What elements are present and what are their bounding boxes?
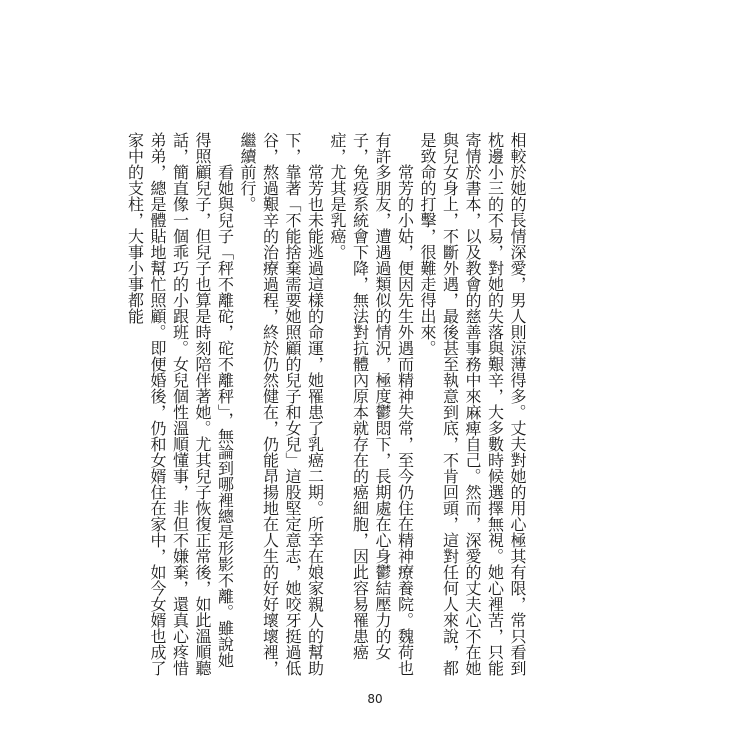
paragraph: 看她與兒子「秤不離砣，砣不離秤」，無論到哪裡總是形影不離。雖說她得照顧兒子，但兒子也算是時刻陪伴著她。尤其兒子恢復正常後，如此溫順聽話，簡直像一個乖巧的小跟班。女兒個性溫順懂事，非但不嫌棄，還真心疼惜弟弟，總是體貼地幫忙照顧。即便婚後，仍和女婿住在家中，如今女婿也成了家中的支柱，大事小事都能 [125, 132, 235, 676]
paragraph: 常芳的小姑，便因先生外遇而精神失常，至今仍住在精神療養院。魏荷也有許多朋友，遭遇過類似的情況，極度鬱悶下，長期處在心身鬱結壓力的女子，免疫系統會下降，無法對抗體內原本就存在的癌細胞，因此容易罹患癌症，尤其是乳癌。 [328, 132, 415, 676]
paragraph: 常芳也未能逃過這樣的命運，她罹患了乳癌二期。所幸在娘家親人的幫助下，靠著「不能捨棄需要她照顧的兒子和女兒」這股堅定意志，她咬牙挺過低谷，熬過艱辛的治療過程，終於仍然健在，仍能昂揚地在人生的好好壞壞裡，繼續前行。 [238, 132, 325, 676]
paragraph: 相較於她的長情深愛，男人則涼薄得多。丈夫對她的用心極其有限，常只看到枕邊小三的不易，對她的失落與艱辛，大多數時候選擇無視。她心裡苦，只能寄情於書本，以及教會的慈善事務中來麻痺自己。然而，深愛的丈夫心不在她與兒女身上，不斷外遇，最後甚至執意到底，不肯回頭，這對任何人來說，都是致命的打擊，很難走得出來。 [418, 132, 527, 676]
body-text [125, 132, 528, 680]
page-number: 80 [367, 692, 383, 706]
